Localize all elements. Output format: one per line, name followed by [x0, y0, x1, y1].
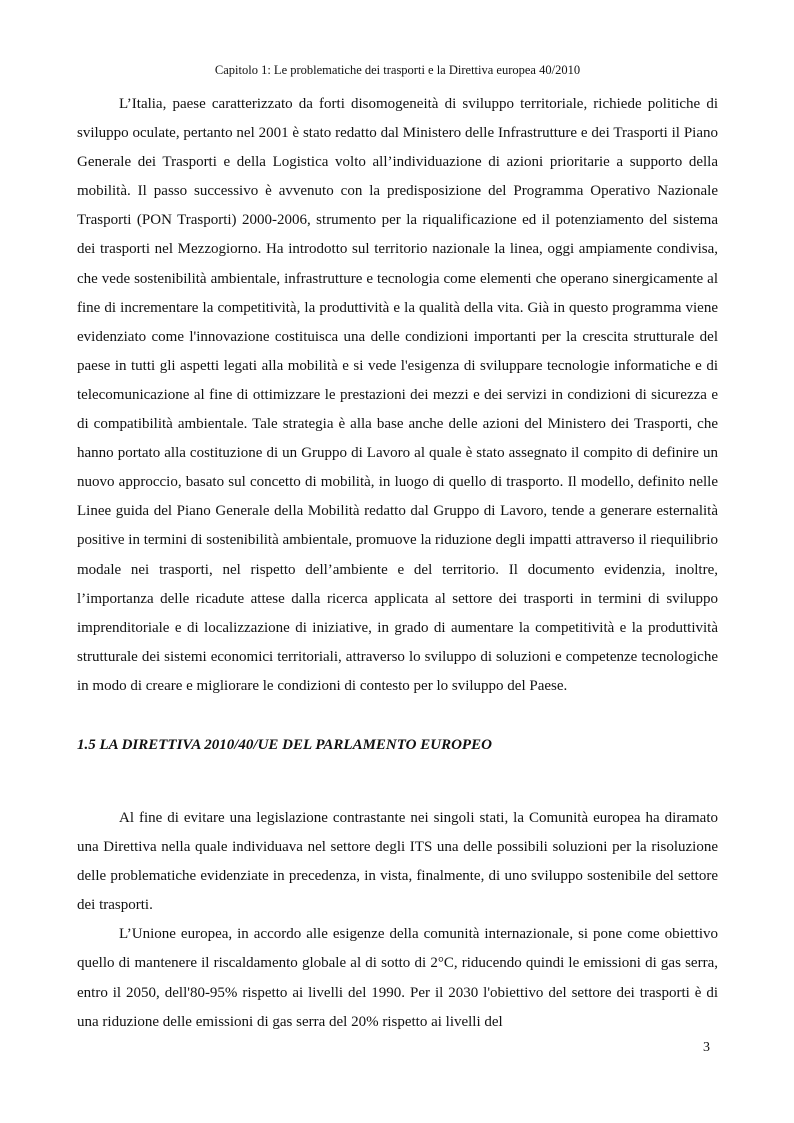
section-heading: 1.5 LA DIRETTIVA 2010/40/UE DEL PARLAMENTO EUROPEO: [77, 736, 492, 753]
body-paragraph-2: Al fine di evitare una legislazione contrastante nei singoli stati, la Comunità europea ha diramato una Direttiva nella quale individuava nel settore degli ITS una delle possibili soluzioni per la risoluzione delle problematiche evidenziate in precedenza, in vista, finalmente, di uno sviluppo sostenibile del settore dei trasporti.: [77, 809, 718, 914]
running-header: Capitolo 1: Le problematiche dei trasporti e la Direttiva europea 40/2010: [214, 63, 581, 77]
body-paragraph-3: L’Unione europea, in accordo alle esigenze della comunità internazionale, si pone come obiettivo quello di mantenere il riscaldamento globale al di sotto di 2°C, riducendo quindi le emissioni di gas serra, entro il 2050, dell'80-95% rispetto ai livelli del 1990. Per il 2030 l'obiettivo del settore dei trasporti è di una riduzione delle emissioni di gas serra del 20% rispetto ai livelli del: [77, 926, 718, 1030]
page-number: 3: [703, 1040, 710, 1055]
body-paragraph-1: L’Italia, paese caratterizzato da forti disomogeneità di sviluppo territoriale, richiede politiche di sviluppo oculate, pertanto nel 2001 è stato redatto dal Ministero delle Infrastrutture e dei Trasporti il Piano Generale dei Trasporti e della Logistica volto all’individuazione di azioni prioritarie a supporto della mobilità. Il passo successivo è avvenuto con la predisposizione del Programma Operativo Nazionale Trasporti (PON Trasporti) 2000-2006, strumento per la riqualificazione ed il potenziamento del sistema dei trasporti nel Mezzogiorno. Ha introdotto sul territorio nazionale la linea, oggi ampiamente condivisa, che vede sostenibilità ambientale, infrastrutture e tecnologia come elementi che operano sinergicamente al fine di incrementare la competitività, la produttività e la qualità della vita. Già in questo programma viene evidenziato come l'innovazione costituisca una delle condizioni importanti per la crescita strutturale del paese in tutti gli aspetti legati alla mobilità e si vede l'esigenza di sviluppare tecnologie informatiche e di telecomunicazione al fine di ottimizzare le prestazioni dei mezzi e dei servizi in condizioni di sicurezza e di compatibilità ambientale. Tale strategia è alla base anche delle azioni del Ministero dei Trasporti, che hanno portato alla costituzione di un Gruppo di Lavoro al quale è stato assegnato il compito di definire un nuovo approccio, basato sul concetto di mobilità, in luogo di quello di trasporto. Il modello, definito nelle Linee guida del Piano Generale della Mobilità redatto dal Gruppo di Lavoro, tende a generare esternalità positive in termini di sostenibilità ambientale, promuove la riduzione degli impatti attraverso il riequilibrio modale nei trasporti, nel rispetto dell’ambiente e del territorio. Il documento evidenzia, inoltre, l’importanza delle ricadute attese dalla ricerca applicata al settore dei trasporti in termini di sviluppo imprenditoriale e di localizzazione di iniziative, in grado di aumentare la competitività e la produttività strutturale dei sistemi economici territoriali, attraverso lo sviluppo di soluzioni e competenze tecnologiche in modo di creare e migliorare le condizioni di contesto per lo sviluppo del Paese.: [77, 96, 718, 694]
document-page: [77, 62, 718, 1037]
